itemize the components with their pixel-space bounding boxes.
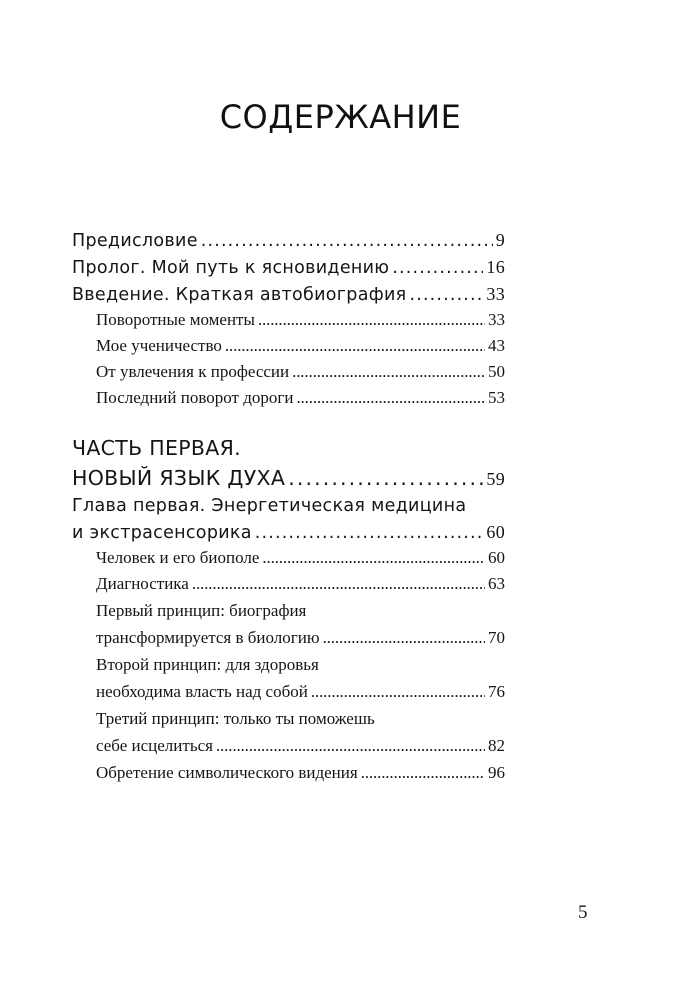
dot-leader: [392, 258, 483, 278]
toc-page-number: 50: [488, 362, 505, 381]
toc-page-number: 63: [488, 574, 505, 593]
toc-page-number: 96: [488, 763, 505, 782]
dot-leader: [361, 763, 485, 783]
toc-page-number: 53: [488, 388, 505, 407]
toc-subentry[interactable]: [96, 763, 505, 783]
toc-subentry[interactable]: [96, 310, 505, 330]
toc-subentry[interactable]: [96, 574, 505, 594]
dot-leader: [323, 628, 485, 648]
toc-subentry-line: Второй принцип: для здоровья: [96, 655, 319, 674]
toc-entry-label: Человек и его биополе: [96, 548, 260, 567]
toc-entry-label: и экстрасенсорика: [72, 523, 252, 543]
dot-leader: [311, 682, 485, 702]
toc-subentry[interactable]: [96, 388, 505, 408]
toc-entry-prologue[interactable]: [72, 257, 505, 278]
toc-subentry[interactable]: [96, 628, 505, 648]
toc-entry-label: Введение. Краткая автобиография: [72, 285, 407, 305]
toc-entry-label: НОВЫЙ ЯЗЫК ДУХА: [72, 466, 286, 490]
dot-leader: [262, 548, 485, 568]
dot-leader: [255, 523, 484, 543]
toc-page-number: 33: [488, 310, 505, 329]
dot-leader: [410, 285, 484, 305]
toc-entry-label: себе исцелиться: [96, 736, 213, 755]
toc-entry-part-one[interactable]: [72, 466, 505, 490]
toc-page-number: 59: [486, 469, 505, 489]
toc-entry-label: Мое ученичество: [96, 336, 222, 355]
dot-leader: [292, 362, 485, 382]
dot-leader: [296, 388, 485, 408]
toc-entry-label: трансформируется в биологию: [96, 628, 320, 647]
toc-page-number: 33: [486, 284, 505, 304]
part-one-heading: ЧАСТЬ ПЕРВАЯ.: [72, 436, 241, 460]
toc-page-number: 60: [486, 522, 505, 542]
toc-subentry[interactable]: [96, 548, 505, 568]
toc-page-number: 76: [488, 682, 505, 701]
toc-page-number: 9: [495, 230, 505, 250]
dot-leader: [258, 310, 485, 330]
toc-entry-preface[interactable]: [72, 230, 505, 251]
toc-subentry-line: Третий принцип: только ты поможешь: [96, 709, 375, 728]
dot-leader: [225, 336, 485, 356]
toc-subentry[interactable]: [96, 736, 505, 756]
page-title: СОДЕРЖАНИЕ: [219, 98, 462, 136]
toc-entry-label: Поворотные моменты: [96, 310, 255, 329]
toc-entry-label: Диагностика: [96, 574, 189, 593]
dot-leader: [288, 466, 483, 490]
dot-leader: [192, 574, 485, 594]
toc-subentry[interactable]: [96, 682, 505, 702]
toc-entry-chapter-one[interactable]: [72, 522, 505, 543]
toc-page-number: 70: [488, 628, 505, 647]
toc-entry-label: Обретение символического видения: [96, 763, 358, 782]
dot-leader: [201, 231, 493, 251]
toc-page-number: 43: [488, 336, 505, 355]
toc-entry-label: Предисловие: [72, 231, 198, 251]
toc-subentry[interactable]: [96, 336, 505, 356]
toc-subentry-line: Первый принцип: биография: [96, 601, 307, 620]
toc-entry-introduction[interactable]: [72, 284, 505, 305]
chapter-one-heading: Глава первая. Энергетическая медицина: [72, 496, 467, 516]
toc-entry-label: необходима власть над собой: [96, 682, 308, 701]
toc-entry-label: Последний поворот дороги: [96, 388, 294, 407]
page-number: 5: [578, 902, 588, 923]
dot-leader: [216, 736, 485, 756]
toc-entry-label: От увлечения к профессии: [96, 362, 290, 381]
toc-page-number: 82: [488, 736, 505, 755]
toc-page-number: 16: [486, 257, 505, 277]
toc-subentry[interactable]: [96, 362, 505, 382]
toc-entry-label: Пролог. Мой путь к ясновидению: [72, 258, 390, 278]
toc-page-number: 60: [488, 548, 505, 567]
